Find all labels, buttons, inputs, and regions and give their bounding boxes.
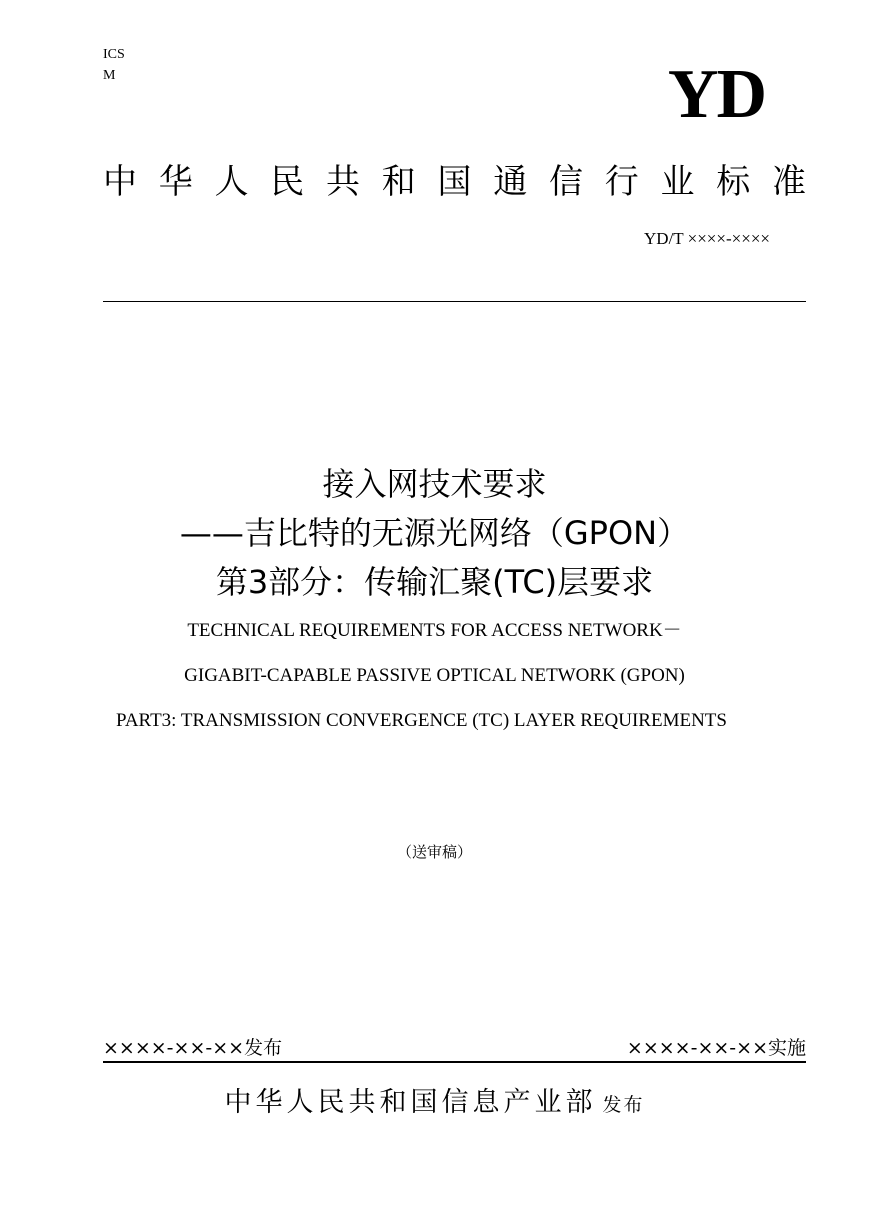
standard-category-title: 中华人民共和国通信行业标准 (103, 162, 806, 202)
bottom-divider (103, 1061, 806, 1063)
en-title-line-2: GIGABIT-CAPABLE PASSIVE OPTICAL NETWORK (GPON) (184, 665, 685, 686)
issuer-name: 中华人民共和国信息产业部 (224, 1087, 597, 1118)
yd-logo: YD (667, 56, 765, 133)
en-title-line-1: TECHNICAL REQUIREMENTS FOR ACCESS NETWORK－ (187, 620, 682, 641)
cn-title-line-3: 第3部分：传输汇聚(TC)层要求 (215, 563, 654, 601)
standard-number: YD/T ××××-×××× (644, 229, 770, 248)
issue-date: ××××-××-××发布 (103, 1037, 283, 1059)
issuer-line (0, 1085, 869, 1123)
cn-title-line-1: 接入网技术要求 (322, 465, 547, 503)
top-divider (103, 301, 806, 302)
ccs-code: M (103, 68, 116, 83)
implementation-date: ××××-××-××实施 (626, 1037, 806, 1059)
ics-code: ICS (103, 47, 125, 62)
en-title-line-3: PART3: TRANSMISSION CONVERGENCE (TC) LAYER REQUIREMENTS (116, 710, 727, 731)
draft-status: （送审稿） (396, 845, 472, 861)
issuer-action: 发布 (602, 1094, 645, 1116)
cn-title-line-2: ——吉比特的无源光网络（GPON） (179, 514, 690, 552)
